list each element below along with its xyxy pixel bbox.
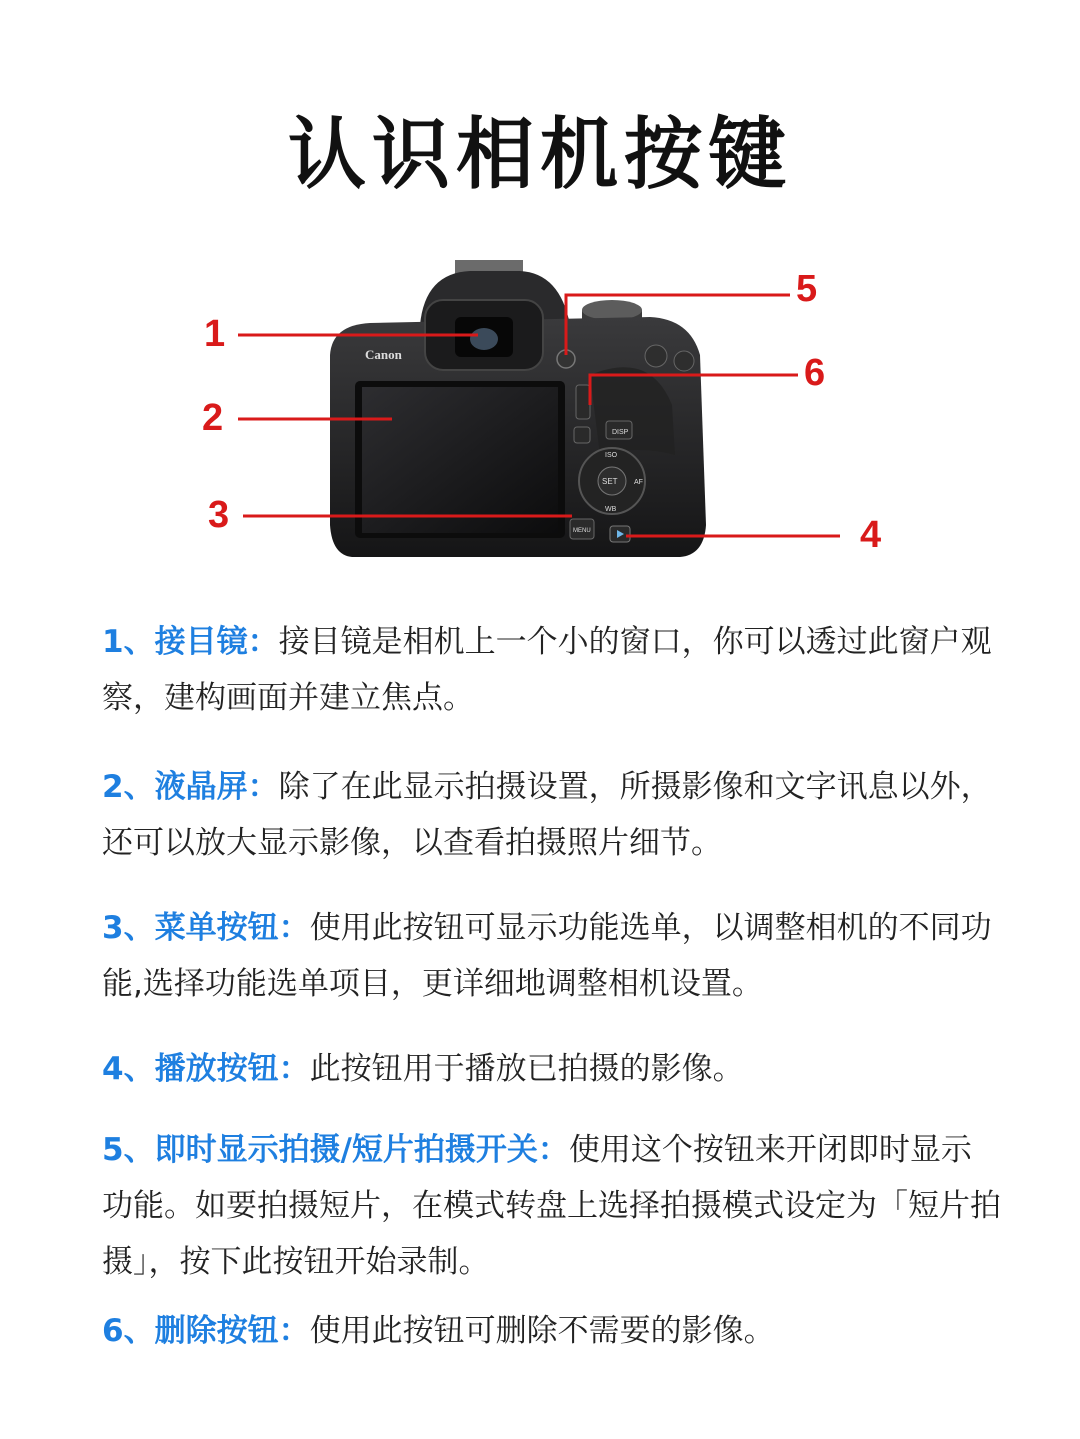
description-text: 此按钮用于播放已拍摄的影像。: [309, 1051, 744, 1087]
description-text: 接目镜是相机上一个小的窗口，你可以透过此窗户观察，建构画面并建立焦点。: [102, 624, 992, 716]
description-text: 使用此按钮可删除不需要的影像。: [309, 1313, 775, 1349]
lcd-screen: [355, 381, 565, 538]
description-heading: 4、播放按钮：: [102, 1051, 310, 1087]
cross-keys: [579, 448, 645, 514]
description-text: 除了在此显示拍摄设置，所摄影像和文字讯息以外，还可以放大显示影像，以查看拍摄照片细节。: [102, 769, 992, 861]
page-title: 认识相机按键: [287, 110, 792, 200]
callout-number: 5: [796, 268, 818, 310]
svg-text:DISP: DISP: [612, 429, 629, 436]
description-heading: 3、菜单按钮：: [102, 910, 310, 946]
svg-text:WB: WB: [605, 506, 617, 513]
description-text: 使用这个按钮来开闭即时显示功能。如要拍摄短片，在模式转盘上选择拍摄模式设定为「短片拍摄」，按下此按钮开始录制。: [102, 1132, 1001, 1280]
svg-text:SET: SET: [602, 477, 618, 486]
description-delete-button: [102, 1303, 1002, 1359]
description-lcd: [102, 759, 1002, 871]
description-menu-button: [102, 900, 1002, 1012]
callout-number: 4: [860, 514, 882, 556]
description-heading: 1、接目镜：: [102, 624, 279, 660]
description-playback-button: [102, 1041, 1002, 1097]
description-eyepiece: [102, 614, 1002, 726]
description-heading: 2、液晶屏：: [102, 769, 279, 805]
description-heading: 5、即时显示拍摄/短片拍摄开关：: [102, 1132, 569, 1168]
callout-number: 2: [202, 397, 224, 439]
callout-number: 6: [804, 352, 826, 394]
description-heading: 6、删除按钮：: [102, 1313, 310, 1349]
svg-text:MENU: MENU: [573, 528, 591, 534]
description-live-view: [102, 1122, 1002, 1290]
brand-logo: Canon: [365, 347, 402, 362]
callout-number: 1: [204, 313, 226, 355]
svg-text:ISO: ISO: [605, 452, 618, 459]
callout-number: 3: [208, 494, 230, 536]
svg-text:AF: AF: [634, 479, 643, 486]
camera-diagram: [0, 255, 1080, 575]
description-text: 使用此按钮可显示功能选单，以调整相机的不同功能,选择功能选单项目，更详细地调整相机设置。: [102, 910, 992, 1002]
